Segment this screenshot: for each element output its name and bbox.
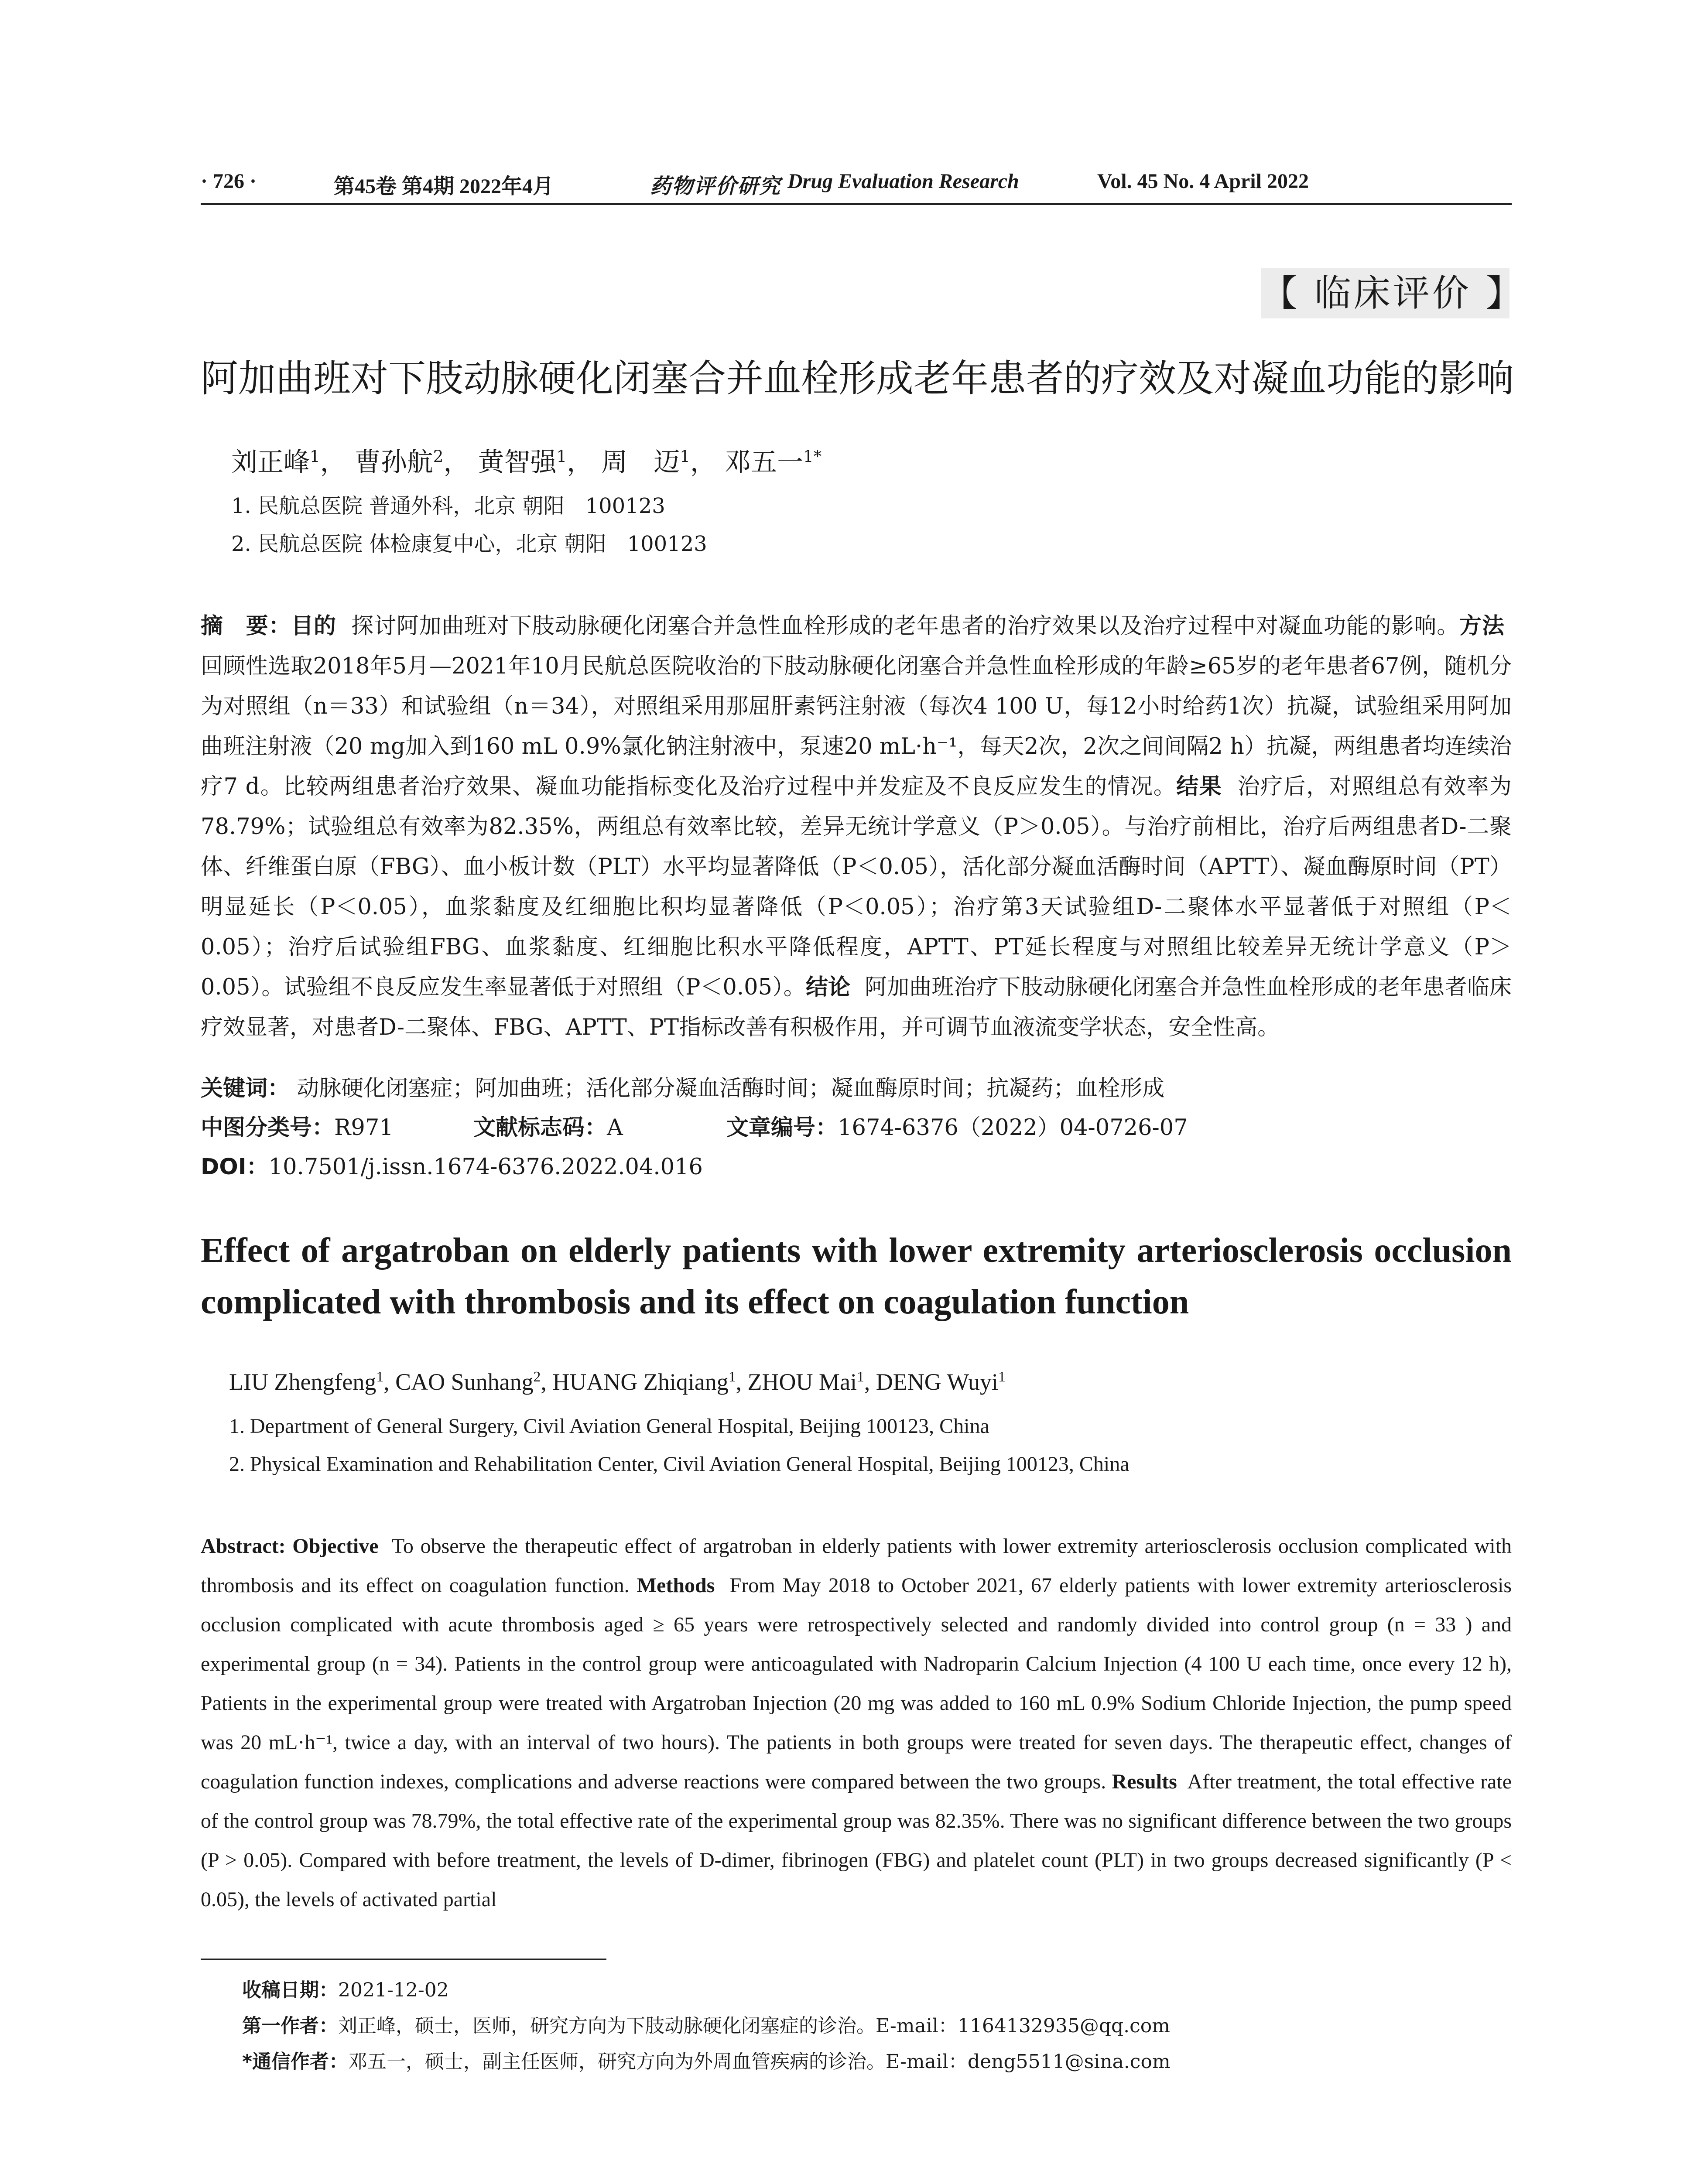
footnote-corresponding-author: [242, 2048, 1171, 2076]
journal-name-en: Drug Evaluation Research: [787, 170, 1019, 193]
article-number: [726, 1108, 1188, 1148]
article-title-en: Effect of argatroban on elderly patients with lower extremity arteriosclerosis occlusion complicated with thrombosis and its effect on coagulation function: [201, 1231, 1512, 1321]
objective-label: Objective: [292, 1535, 379, 1558]
affiliation-en-1: 1. Department of General Surgery, Civil Aviation General Hospital, Beijing 100123, China: [229, 1415, 989, 1438]
results-text: 治疗后，对照组总有效率为78.79%；试验组总有效率为82.35%，两组总有效率比较，差异无统计学意义（P＞0.05）。与治疗前相比，治疗后两组患者D-二聚体、纤维蛋白原（FBG）、血小板计数（PLT）水平均显著降低（P＜0.05），活化部分凝血活酶时间（APTT）、凝血酶原时间（PT）明显延长（P＜0.05），血浆黏度及红细胞比积均显著降低（P＜0.05）；治疗第3天试验组D-二聚体水平显著低于对照组（P＜0.05）；治疗后试验组FBG、血浆黏度、红细胞比积水平降低程度，APTT、PT延长程度与对照组比较差异无统计学意义（P＞0.05）。试验组不良反应发生率显著低于对照组（P＜0.05）。: [201, 774, 1512, 1000]
author-name: HUANG Zhiqiang: [552, 1369, 729, 1395]
affiliation-cn-2: 2. 民航总医院 体检康复中心，北京 朝阳 100123: [231, 532, 707, 556]
abstract-label: Abstract:: [201, 1535, 286, 1558]
author-affiliation-mark: 1: [556, 447, 567, 466]
author-name: 周 迈: [601, 447, 680, 478]
article-title-cn: 阿加曲班对下肢动脉硬化闭塞合并血栓形成老年患者的疗效及对凝血功能的影响: [201, 357, 1514, 400]
abstract-label: 摘 要：: [201, 613, 291, 639]
conclusion-label: 结论: [805, 974, 851, 1000]
methods-text: From May 2018 to October 2021, 67 elderly patients with lower extremity arteriosclerosis occlusion complicated with acute thrombosis aged ≥ 65 years were retrospectively selected and randomly divided into control group (n = 33 ) and experimental group (n = 34). Patients in the control group were anticoagulated with Nadroparin Calcium Injection (4 100 U each time, once every 12 h), Patients in the experimental group were treated with Argatroban Injection (20 mg was added to 160 mL 0.9% Sodium Chloride Injection, the pump speed was 20 mL·h⁻¹, twice a day, with an interval of two hours). The patients in both groups were treated for seven days. The therapeutic effect, changes of coagulation function indexes, complications and adverse reactions were compared between the two groups.: [201, 1574, 1512, 1793]
classification-line: [201, 1108, 394, 1148]
author-name: CAO Sunhang: [395, 1369, 534, 1395]
footnote-label: *通信作者：: [242, 2051, 349, 2073]
doc-code: [473, 1108, 623, 1148]
article-number-label: 文章编号：: [726, 1115, 838, 1141]
abstract-en: [201, 1527, 1512, 1919]
keywords-label: 关键词：: [201, 1076, 290, 1101]
doc-code-value: A: [607, 1115, 623, 1141]
footnote-divider: [201, 1959, 606, 1960]
author-affiliation-mark: 1: [680, 447, 690, 466]
conclusion-text: 阿加曲班治疗下肢动脉硬化闭塞合并急性血栓形成的老年患者临床疗效显著，对患者D-二聚体、FBG、APTT、PT指标改善有积极作用，并可调节血液流变学状态，安全性高。: [201, 974, 1512, 1040]
methods-label: Methods: [637, 1574, 715, 1597]
doi-label: DOI：: [201, 1154, 269, 1180]
author-name: 刘正峰: [231, 447, 310, 478]
author-affiliation-mark: 1*: [803, 447, 822, 466]
affiliation-cn-1: 1. 民航总医院 普通外科，北京 朝阳 100123: [231, 494, 665, 518]
author-list-en: LIU Zhengfeng$^1$, CAO Sunhang$^2$, HUANG Zhiqiang$^1$, ZHOU Mai$^1$, DENG Wuyi$^1$: [229, 1369, 1006, 1395]
doi-value[interactable]: 10.7501/j.issn.1674-6376.2022.04.016: [268, 1154, 703, 1180]
clc-label: 中图分类号：: [201, 1115, 335, 1141]
doi-line: [201, 1147, 703, 1187]
footnote-text: 邓五一，硕士，副主任医师，研究方向为外周血管疾病的诊治。E-mail：deng5511@sina.com: [348, 2051, 1171, 2073]
running-header: [201, 169, 1512, 200]
footnote-text: 2021-12-02: [338, 1979, 449, 2001]
results-text: After treatment, the total effective rate of the control group was 78.79%, the total effective rate of the experimental group was 82.35%. There was no significant difference between the two groups (P > 0.05). Compared with before treatment, the levels of D-dimer, fibrinogen (FBG) and platelet count (PLT) in two groups decreased significantly (P < 0.05), the levels of activated partial: [201, 1770, 1512, 1911]
author-name: 曹孙航: [354, 447, 433, 478]
clc-value: R971: [334, 1115, 394, 1141]
objective-text: To observe the therapeutic effect of argatroban in elderly patients with lower extremity arteriosclerosis occlusion complicated with thrombosis and its effect on coagulation function.: [201, 1535, 1512, 1597]
footnote-received: [242, 1976, 449, 2005]
objective-label: 目的: [291, 613, 337, 639]
footnote-label: 收稿日期：: [242, 1979, 338, 2001]
keywords-text: 动脉硬化闭塞症；阿加曲班；活化部分凝血活酶时间；凝血酶原时间；抗凝药；血栓形成: [297, 1076, 1165, 1101]
issue-info-en: Vol. 45 No. 4 April 2022: [1097, 170, 1309, 193]
author-affiliation-mark: 2: [433, 447, 444, 466]
journal-name-cn: 药物评价研究: [650, 175, 781, 198]
author-name: 黄智强: [478, 447, 557, 478]
section-label: 【 临床评价 】: [1261, 268, 1509, 318]
methods-label: 方法: [1459, 613, 1505, 639]
author-name: 邓五一: [725, 447, 803, 478]
author-affiliation-mark: 1: [728, 1369, 736, 1385]
author-affiliation-mark: 1: [998, 1369, 1006, 1385]
footnote-label: 第一作者：: [242, 2015, 338, 2037]
footnote-text: 刘正峰，硕士，医师，研究方向为下肢动脉硬化闭塞症的诊治。E-mail：1164132935@qq.com: [338, 2015, 1171, 2037]
footnote-first-author: [242, 2012, 1170, 2041]
author-affiliation-mark: 1: [857, 1369, 864, 1385]
results-label: Results: [1112, 1770, 1177, 1793]
author-list-cn: 刘正峰$^1$， 曹孙航$^2$， 黄智强$^1$， 周 迈$^1$， 邓五一$^{1*}$: [231, 447, 822, 478]
author-affiliation-mark: 2: [533, 1369, 541, 1385]
header-divider: [201, 203, 1512, 205]
objective-text: 探讨阿加曲班对下肢动脉硬化闭塞合并急性血栓形成的老年患者的治疗效果以及治疗过程中对凝血功能的影响。: [351, 613, 1460, 639]
affiliation-en-2: 2. Physical Examination and Rehabilitation Center, Civil Aviation General Hospital, Beijing 100123, China: [229, 1453, 1130, 1476]
author-affiliation-mark: 1: [376, 1369, 384, 1385]
issue-info-cn: 第45卷 第4期 2022年4月: [334, 175, 554, 198]
author-name: DENG Wuyi: [876, 1369, 999, 1395]
methods-text: 回顾性选取2018年5月—2021年10月民航总医院收治的下肢动脉硬化闭塞合并急性血栓形成的年龄≥65岁的老年患者67例，随机分为对照组（n＝33）和试验组（n＝34），对照组采用那屈肝素钙注射液（每次4 100 U，每12小时给药1次）抗凝，试验组采用阿加曲班注射液（20 mg加入到160 mL 0.9%氯化钠注射液中，泵速20 mL·h⁻¹，每天2次，2次之间间隔2 h）抗凝，两组患者均连续治疗7 d。比较两组患者治疗效果、凝血功能指标变化及治疗过程中并发症及不良反应发生的情况。: [201, 653, 1512, 800]
keywords-cn: [201, 1069, 1164, 1109]
author-name: ZHOU Mai: [747, 1369, 857, 1395]
author-name: LIU Zhengfeng: [229, 1369, 377, 1395]
doc-code-label: 文献标志码：: [473, 1115, 607, 1141]
abstract-cn: [201, 606, 1512, 1048]
article-number-value: 1674-6376（2022）04-0726-07: [838, 1115, 1188, 1141]
results-label: 结果: [1176, 774, 1222, 800]
author-affiliation-mark: 1: [310, 447, 320, 466]
page-number: · 726 ·: [201, 170, 257, 193]
